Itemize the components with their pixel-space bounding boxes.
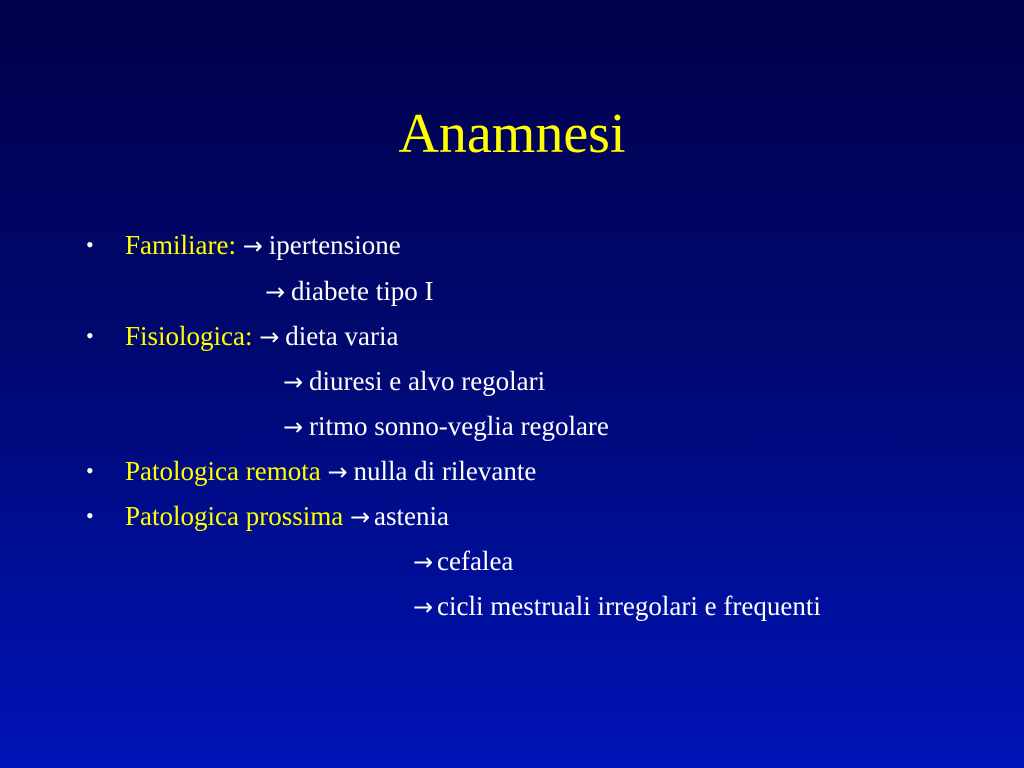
list-item: nulla di rilevante xyxy=(353,456,537,486)
section-patologica-prossima xyxy=(125,496,449,536)
bullet-icon: • xyxy=(86,503,94,528)
arrow-right-icon: → xyxy=(413,593,434,621)
bullet-icon: • xyxy=(86,458,94,483)
arrow-right-icon: → xyxy=(349,503,371,531)
list-item: ritmo sonno-veglia regolare xyxy=(309,411,609,441)
bullet-icon: • xyxy=(86,323,94,348)
list-item: ipertensione xyxy=(268,230,401,260)
section-patologica-prossima-continuation xyxy=(413,541,513,581)
section-label: Patologica prossima xyxy=(125,501,344,531)
section-patologica-prossima-continuation xyxy=(413,586,821,626)
list-item: cefalea xyxy=(437,546,514,576)
section-label: Familiare: xyxy=(125,230,236,260)
list-item: astenia xyxy=(373,501,449,531)
arrow-right-icon: → xyxy=(259,323,280,351)
list-item: dieta varia xyxy=(285,321,399,351)
section-familiare-continuation xyxy=(265,271,433,311)
arrow-right-icon: → xyxy=(283,413,304,441)
section-familiare xyxy=(125,225,401,265)
arrow-right-icon: → xyxy=(327,458,348,486)
section-label: Fisiologica: xyxy=(125,321,253,351)
list-item: diabete tipo I xyxy=(291,276,434,306)
section-fisiologica xyxy=(125,316,398,356)
arrow-right-icon: → xyxy=(283,368,304,396)
arrow-right-icon: → xyxy=(242,232,263,260)
list-item: cicli mestruali irregolari e frequenti xyxy=(437,591,821,621)
section-label: Patologica remota xyxy=(125,456,321,486)
bullet-icon: • xyxy=(86,232,94,257)
list-item: diuresi e alvo regolari xyxy=(309,366,546,396)
slide-title: Anamnesi xyxy=(398,103,626,165)
arrow-right-icon: → xyxy=(413,548,434,576)
section-fisiologica-continuation xyxy=(283,361,545,401)
section-patologica-remota xyxy=(125,451,536,491)
section-fisiologica-continuation xyxy=(283,406,609,446)
arrow-right-icon: → xyxy=(265,278,286,306)
